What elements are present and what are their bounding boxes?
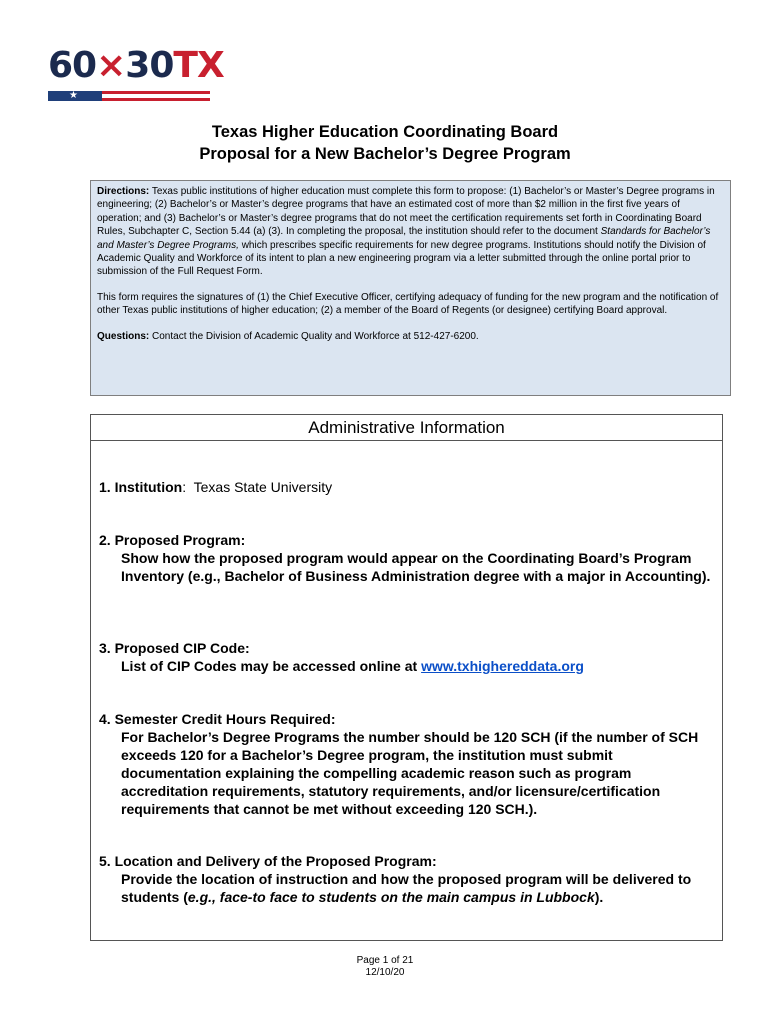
item-institution: 1. Institution: Texas State University xyxy=(99,479,333,495)
questions-paragraph: Questions: Contact the Division of Academic Quality and Workforce at 512-427-6200. xyxy=(97,330,479,342)
signatures-paragraph: This form requires the signatures of (1) the Chief Executive Officer, certifying adequacy of funding for the new program and the notification of other Texas public institutions of higher education; (2) a member of the Board of Regents (or designee) certifying Board approval. xyxy=(97,291,719,317)
item-location-delivery: 5. Location and Delivery of the Proposed Program: Provide the location of instruction and how the proposed program will be delivered to students (e.g., face-to face to students on the main campus in Lubbock). xyxy=(99,853,692,905)
section-heading: Administrative Information xyxy=(91,415,722,441)
page-subtitle: Proposal for a New Bachelor’s Degree Program xyxy=(199,145,571,163)
logo-flag-bar xyxy=(48,91,210,101)
directions-paragraph: Directions: Texas public institutions of higher education must complete this form to propose: (1) Bachelor’s or Master’s Degree programs in engineering; (2) Bachelor’s or Master’s degree programs that have an estimated cost of more than $2 million in the first five years of operation; and (3) Bachelor’s or Master’s degree programs that do not meet the certification requirements set forth in Coordinating Board Rules, Subchapter C, Section 5.44 (a) (3). In completing the proposal, the institution should refer to the document Standards for Bachelor’s and Master’s Degree Programs, which prescribes specific requirements for new degree programs. Institutions should notify the Division of Academic Quality and Workforce of its intent to plan a new engineering program via a letter submitted through the online portal prior to submission of the Full Request Form. xyxy=(97,186,715,278)
standards-doc-title: Standards for Bachelor’s and Master’s Degree Programs, xyxy=(97,226,711,251)
directions-box xyxy=(90,180,731,396)
page-title: Texas Higher Education Coordinating Board xyxy=(211,123,559,141)
logo-60x30tx xyxy=(48,45,224,104)
logo-wordmark: 60×30TX xyxy=(48,45,224,86)
item-cip-code: 3. Proposed CIP Code: List of CIP Codes may be accessed online at www.txhighereddata.org xyxy=(99,640,584,674)
txhighereddata-link[interactable]: www.txhighereddata.org xyxy=(421,658,584,674)
star-icon: ★ xyxy=(69,90,78,101)
administrative-information-section xyxy=(90,414,723,941)
item-proposed-program: 2. Proposed Program: Show how the proposed program would appear on the Coordinating Board’s Program Inventory (e.g., Bachelor of Business Administration degree with a major in Accounting). xyxy=(99,532,711,584)
page-number: Page 1 of 21 xyxy=(356,955,414,966)
footer-date: 12/10/20 xyxy=(365,967,405,978)
item-semester-credit-hours: 4. Semester Credit Hours Required: For Bachelor’s Degree Programs the number should be 120 SCH (if the number of SCH exceeds 120 for a Bachelor’s Degree program, the institution must submit documentation explaining the compelling academic reason such as program accreditation requirements, statutory requirements, and/or licensure/certification requirements that cannot be met without exceeding 120 SCH.). xyxy=(99,711,699,817)
